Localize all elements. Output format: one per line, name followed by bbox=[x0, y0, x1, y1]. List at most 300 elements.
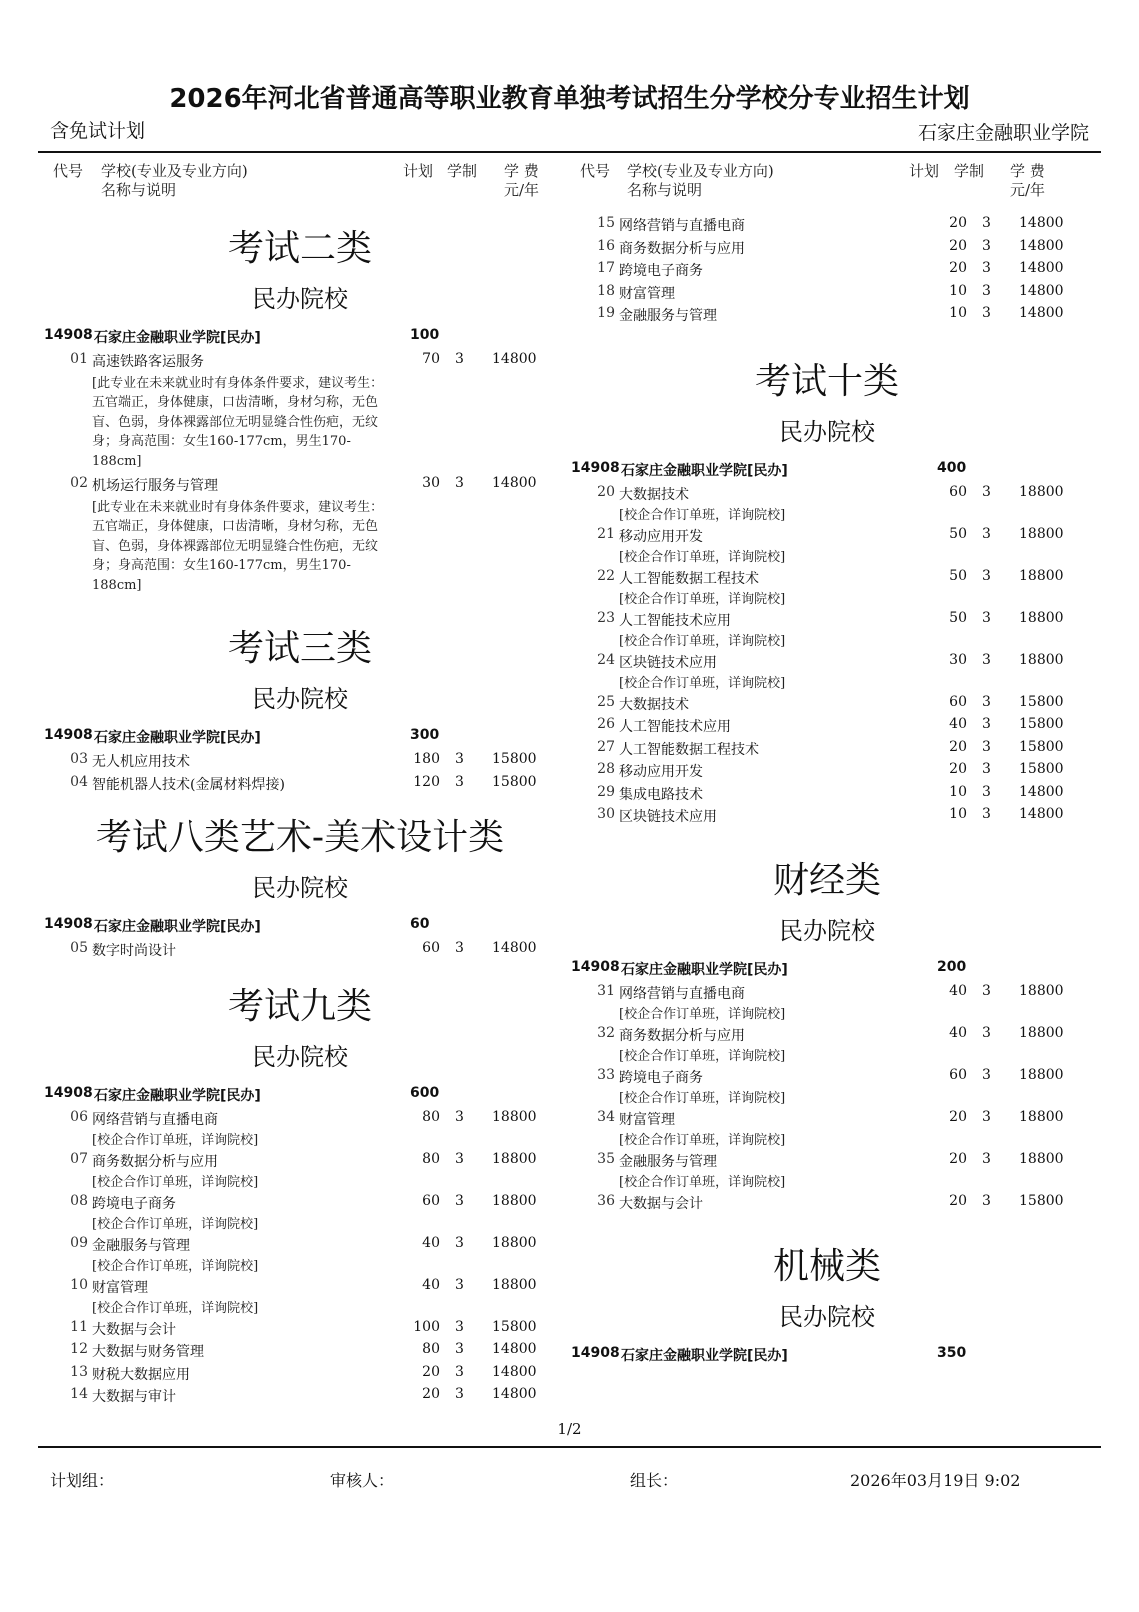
major-fee: 14800 bbox=[492, 940, 537, 956]
major-plan: 60 bbox=[949, 1066, 967, 1083]
school-plan-total: 60 bbox=[410, 916, 430, 932]
leader-label: 组长： bbox=[630, 1471, 679, 1490]
major-note: [校企合作订单班，详询院校] bbox=[619, 550, 786, 565]
header-code: 代号 bbox=[580, 162, 611, 180]
header-plan: 计划 bbox=[403, 162, 434, 180]
major-fee: 14800 bbox=[1019, 237, 1064, 254]
major-plan: 40 bbox=[949, 716, 967, 732]
major-name: 人工智能技术应用 bbox=[619, 719, 731, 735]
school-name: 石家庄金融职业学院[民办] bbox=[621, 1348, 788, 1364]
header-school-desc: 名称与说明 bbox=[101, 181, 177, 199]
major-code: 12 bbox=[70, 1341, 88, 1357]
major-code: 27 bbox=[597, 738, 615, 755]
school-plan-total: 100 bbox=[410, 327, 440, 343]
school-type-heading: 民办院校 bbox=[252, 685, 348, 713]
major-fee: 15800 bbox=[1019, 761, 1064, 777]
major-code: 01 bbox=[70, 351, 88, 367]
major-code: 15 bbox=[597, 215, 615, 231]
major-plan: 10 bbox=[949, 305, 967, 321]
school-name: 石家庄金融职业学院[民办] bbox=[621, 462, 788, 479]
major-years: 3 bbox=[455, 1341, 464, 1357]
major-code: 09 bbox=[70, 1234, 88, 1251]
major-code: 10 bbox=[70, 1276, 88, 1293]
major-name: 区块链技术应用 bbox=[619, 809, 717, 825]
major-row bbox=[557, 1151, 1097, 1174]
school-plan-total: 600 bbox=[410, 1084, 440, 1101]
major-fee: 18800 bbox=[1019, 1066, 1064, 1083]
major-years: 3 bbox=[982, 1108, 991, 1125]
major-row bbox=[557, 260, 1097, 283]
major-row bbox=[557, 238, 1097, 261]
major-plan: 120 bbox=[413, 773, 440, 790]
major-fee: 18800 bbox=[1019, 609, 1064, 626]
major-fee: 18800 bbox=[492, 1150, 537, 1167]
school-row bbox=[30, 916, 570, 940]
major-code: 29 bbox=[597, 783, 615, 800]
major-code: 17 bbox=[597, 260, 615, 276]
footer-rule bbox=[38, 1446, 1101, 1448]
category-heading: 财经类 bbox=[772, 859, 881, 901]
left-column bbox=[30, 215, 570, 1409]
header-fee: 学 费 bbox=[504, 162, 539, 180]
major-row bbox=[30, 751, 570, 774]
major-fee: 15800 bbox=[492, 751, 537, 767]
major-plan: 80 bbox=[422, 1150, 440, 1167]
major-row bbox=[30, 1151, 570, 1174]
header-school: 学校(专业及专业方向) bbox=[627, 162, 774, 180]
major-plan: 50 bbox=[949, 609, 967, 626]
major-years: 3 bbox=[455, 773, 464, 790]
major-plan: 40 bbox=[422, 1234, 440, 1251]
major-row bbox=[30, 1341, 570, 1364]
major-fee: 18800 bbox=[492, 1276, 537, 1293]
major-plan: 80 bbox=[422, 1108, 440, 1125]
major-row bbox=[30, 1386, 570, 1409]
page-title: 2026年河北省普通高等职业教育单独考试招生分学校分专业招生计划 bbox=[169, 84, 970, 114]
major-code: 14 bbox=[70, 1386, 88, 1402]
major-years: 3 bbox=[455, 1363, 464, 1380]
major-row bbox=[557, 215, 1097, 238]
school-row bbox=[30, 327, 570, 351]
major-name: 跨境电子商务 bbox=[619, 263, 703, 279]
major-years: 3 bbox=[982, 1066, 991, 1083]
header-school: 学校(专业及专业方向) bbox=[101, 162, 248, 180]
reviewer-label: 审核人： bbox=[330, 1471, 395, 1490]
major-fee: 18800 bbox=[1019, 525, 1064, 542]
major-plan: 10 bbox=[949, 282, 967, 299]
major-fee: 18800 bbox=[492, 1234, 537, 1251]
major-code: 03 bbox=[70, 751, 88, 767]
major-row bbox=[30, 1364, 570, 1387]
major-years: 3 bbox=[982, 567, 991, 584]
major-years: 3 bbox=[982, 806, 991, 822]
major-plan: 60 bbox=[422, 940, 440, 956]
major-note: [校企合作订单班，详询院校] bbox=[92, 1301, 259, 1316]
major-code: 34 bbox=[597, 1108, 615, 1125]
planning-group-label: 计划组： bbox=[50, 1471, 115, 1490]
category-heading: 考试八类艺术-美术设计类 bbox=[95, 817, 505, 858]
major-plan: 20 bbox=[422, 1363, 440, 1380]
major-code: 23 bbox=[597, 609, 615, 626]
major-name: 财富管理 bbox=[619, 1111, 675, 1128]
school-row bbox=[30, 1085, 570, 1109]
major-note: [校企合作订单班，详询院校] bbox=[92, 1175, 259, 1190]
major-name: 金融服务与管理 bbox=[619, 1153, 717, 1170]
major-years: 3 bbox=[982, 282, 991, 299]
major-row bbox=[557, 305, 1097, 328]
major-row bbox=[557, 652, 1097, 675]
major-years: 3 bbox=[455, 1192, 464, 1209]
major-years: 3 bbox=[982, 982, 991, 999]
major-plan: 20 bbox=[422, 1386, 440, 1402]
major-code: 21 bbox=[597, 525, 615, 542]
major-fee: 15800 bbox=[492, 773, 537, 790]
major-row bbox=[557, 1067, 1097, 1090]
major-code: 18 bbox=[597, 282, 615, 299]
major-note: [校企合作订单班，详询院校] bbox=[619, 592, 786, 607]
major-name: 移动应用开发 bbox=[619, 764, 703, 780]
major-name: 财富管理 bbox=[92, 1279, 148, 1296]
header-plan: 计划 bbox=[909, 162, 940, 180]
major-name: 商务数据分析与应用 bbox=[619, 1027, 745, 1044]
major-plan: 20 bbox=[949, 761, 967, 777]
major-note: [校企合作订单班，详询院校] bbox=[92, 1259, 259, 1274]
major-name: 人工智能数据工程技术 bbox=[619, 570, 759, 587]
major-fee: 18800 bbox=[1019, 651, 1064, 668]
major-row bbox=[557, 610, 1097, 633]
school-code: 14908 bbox=[44, 916, 93, 932]
school-row bbox=[557, 959, 1097, 983]
major-years: 3 bbox=[982, 305, 991, 321]
major-years: 3 bbox=[455, 1234, 464, 1251]
major-code: 07 bbox=[70, 1150, 88, 1167]
major-code: 19 bbox=[597, 305, 615, 321]
major-plan: 20 bbox=[949, 237, 967, 254]
header-code: 代号 bbox=[53, 162, 84, 180]
school-plan-total: 350 bbox=[937, 1345, 967, 1361]
major-years: 3 bbox=[455, 351, 464, 367]
major-years: 3 bbox=[982, 260, 991, 276]
major-years: 3 bbox=[982, 609, 991, 626]
major-note: [校企合作订单班，详询院校] bbox=[619, 1007, 786, 1022]
major-plan: 60 bbox=[422, 1192, 440, 1209]
major-name: 网络营销与直播电商 bbox=[619, 985, 745, 1002]
major-row bbox=[557, 784, 1097, 807]
major-years: 3 bbox=[455, 1386, 464, 1402]
major-plan: 180 bbox=[413, 751, 440, 767]
major-code: 31 bbox=[597, 982, 615, 999]
major-fee: 18800 bbox=[492, 1192, 537, 1209]
major-plan: 60 bbox=[949, 693, 967, 710]
major-code: 36 bbox=[597, 1192, 615, 1209]
major-fee: 18800 bbox=[1019, 982, 1064, 999]
major-name: 大数据技术 bbox=[619, 696, 689, 713]
major-years: 3 bbox=[455, 1276, 464, 1293]
major-name: 无人机应用技术 bbox=[92, 754, 190, 770]
header-fee-unit: 元/年 bbox=[1010, 181, 1046, 199]
major-fee: 14800 bbox=[1019, 305, 1064, 321]
major-plan: 80 bbox=[422, 1341, 440, 1357]
major-name: 大数据技术 bbox=[619, 486, 689, 503]
major-name: 商务数据分析与应用 bbox=[92, 1153, 218, 1170]
major-years: 3 bbox=[982, 215, 991, 231]
major-plan: 20 bbox=[949, 1192, 967, 1209]
category-heading: 考试十类 bbox=[754, 360, 899, 402]
major-row bbox=[557, 739, 1097, 762]
major-row bbox=[557, 1109, 1097, 1132]
major-name: 财富管理 bbox=[619, 285, 675, 302]
major-fee: 15800 bbox=[492, 1318, 537, 1335]
major-code: 28 bbox=[597, 761, 615, 777]
header-years: 学制 bbox=[954, 162, 985, 180]
major-name: 金融服务与管理 bbox=[619, 308, 717, 324]
major-row bbox=[557, 761, 1097, 784]
major-code: 02 bbox=[70, 475, 88, 491]
category-heading: 考试二类 bbox=[227, 228, 372, 269]
major-plan: 10 bbox=[949, 806, 967, 822]
page-number: 1/2 bbox=[557, 1420, 582, 1438]
major-code: 33 bbox=[597, 1066, 615, 1083]
major-plan: 10 bbox=[949, 783, 967, 800]
major-name: 人工智能技术应用 bbox=[619, 612, 731, 629]
header-fee: 学 费 bbox=[1010, 162, 1045, 180]
school-row bbox=[557, 1345, 1097, 1369]
major-fee: 14800 bbox=[1019, 783, 1064, 800]
school-type-heading: 民办院校 bbox=[779, 417, 875, 446]
major-name: 金融服务与管理 bbox=[92, 1237, 190, 1254]
major-fee: 18800 bbox=[1019, 483, 1064, 500]
major-row bbox=[30, 1109, 570, 1132]
major-plan: 70 bbox=[422, 351, 440, 367]
major-name: 网络营销与直播电商 bbox=[619, 218, 745, 234]
major-years: 3 bbox=[982, 483, 991, 500]
major-plan: 40 bbox=[949, 982, 967, 999]
major-row bbox=[557, 484, 1097, 507]
major-plan: 30 bbox=[949, 651, 967, 668]
major-plan: 60 bbox=[949, 483, 967, 500]
major-note: [校企合作订单班，详询院校] bbox=[92, 1133, 259, 1148]
major-name: 机场运行服务与管理 bbox=[92, 478, 218, 494]
major-plan: 20 bbox=[949, 738, 967, 755]
school-heading: 石家庄金融职业学院 bbox=[917, 122, 1089, 144]
major-note: [校企合作订单班，详询院校] bbox=[619, 1091, 786, 1106]
major-name: 财税大数据应用 bbox=[92, 1366, 190, 1383]
header-school-desc: 名称与说明 bbox=[627, 181, 703, 199]
major-plan: 20 bbox=[949, 1150, 967, 1167]
major-note: [校企合作订单班，详询院校] bbox=[619, 634, 786, 649]
header-rule bbox=[38, 151, 1101, 153]
major-years: 3 bbox=[455, 751, 464, 767]
major-code: 24 bbox=[597, 651, 615, 668]
major-code: 13 bbox=[70, 1363, 88, 1380]
major-name: 大数据与会计 bbox=[619, 1195, 703, 1212]
print-datetime: 2026年03月19日 9:02 bbox=[850, 1471, 1021, 1490]
major-code: 25 bbox=[597, 693, 615, 710]
major-plan: 30 bbox=[422, 475, 440, 491]
major-fee: 18800 bbox=[1019, 1024, 1064, 1041]
major-years: 3 bbox=[982, 761, 991, 777]
school-type-heading: 民办院校 bbox=[252, 1042, 348, 1071]
major-name: 数字时尚设计 bbox=[92, 943, 176, 959]
major-years: 3 bbox=[455, 940, 464, 956]
major-code: 05 bbox=[70, 940, 88, 956]
major-name: 大数据与会计 bbox=[92, 1321, 176, 1338]
major-note: [此专业在未来就业时有身体条件要求，建议考生：五官端正，身体健康，口齿清晰，身材匀称，无色盲、色弱，身体裸露部位无明显缝合性伤疤，无纹身；身高范围：女生160-177cm，男生170-188cm] bbox=[92, 499, 384, 593]
major-fee: 14800 bbox=[1019, 260, 1064, 276]
major-row bbox=[557, 1025, 1097, 1048]
major-years: 3 bbox=[455, 1318, 464, 1335]
major-code: 20 bbox=[597, 483, 615, 500]
major-years: 3 bbox=[455, 1150, 464, 1167]
major-fee: 18800 bbox=[1019, 567, 1064, 584]
major-code: 35 bbox=[597, 1150, 615, 1167]
major-note: [校企合作订单班，详询院校] bbox=[619, 676, 786, 691]
major-name: 网络营销与直播电商 bbox=[92, 1111, 218, 1128]
header-fee-unit: 元/年 bbox=[504, 181, 540, 199]
school-plan-total: 400 bbox=[937, 459, 967, 476]
major-plan: 100 bbox=[413, 1318, 440, 1335]
major-years: 3 bbox=[982, 1024, 991, 1041]
major-name: 大数据与财务管理 bbox=[92, 1344, 204, 1360]
major-fee: 18800 bbox=[492, 1108, 537, 1125]
school-name: 石家庄金融职业学院[民办] bbox=[94, 1087, 261, 1104]
major-plan: 20 bbox=[949, 215, 967, 231]
major-fee: 14800 bbox=[492, 351, 537, 367]
school-code: 14908 bbox=[44, 727, 93, 743]
major-name: 高速铁路客运服务 bbox=[92, 354, 204, 370]
major-years: 3 bbox=[982, 1192, 991, 1209]
major-row bbox=[30, 1193, 570, 1216]
major-years: 3 bbox=[982, 1150, 991, 1167]
major-fee: 14800 bbox=[492, 1386, 537, 1402]
school-name: 石家庄金融职业学院[民办] bbox=[621, 961, 788, 978]
major-note: [校企合作订单班，详询院校] bbox=[619, 1049, 786, 1064]
major-name: 商务数据分析与应用 bbox=[619, 240, 745, 257]
right-column bbox=[557, 215, 1097, 1369]
major-note: [校企合作订单班，详询院校] bbox=[92, 1217, 259, 1232]
major-plan: 40 bbox=[949, 1024, 967, 1041]
school-code: 14908 bbox=[44, 327, 93, 343]
major-name: 区块链技术应用 bbox=[619, 654, 717, 671]
major-years: 3 bbox=[982, 783, 991, 800]
major-code: 22 bbox=[597, 567, 615, 584]
major-code: 30 bbox=[597, 806, 615, 822]
major-row bbox=[557, 568, 1097, 591]
school-code: 14908 bbox=[571, 958, 620, 975]
major-row bbox=[30, 475, 570, 498]
category-heading: 考试九类 bbox=[227, 985, 372, 1027]
major-row bbox=[557, 694, 1097, 717]
school-row bbox=[30, 727, 570, 751]
major-row bbox=[30, 774, 570, 797]
major-plan: 50 bbox=[949, 525, 967, 542]
major-fee: 14800 bbox=[1019, 215, 1064, 231]
major-note: [校企合作订单班，详询院校] bbox=[619, 1133, 786, 1148]
school-name: 石家庄金融职业学院[民办] bbox=[94, 919, 261, 935]
major-row bbox=[30, 351, 570, 374]
header-years: 学制 bbox=[447, 162, 478, 180]
school-plan-total: 200 bbox=[937, 958, 967, 975]
major-years: 3 bbox=[455, 1108, 464, 1125]
major-plan: 20 bbox=[949, 1108, 967, 1125]
major-row bbox=[557, 283, 1097, 306]
school-name: 石家庄金融职业学院[民办] bbox=[94, 730, 261, 746]
major-fee: 15800 bbox=[1019, 738, 1064, 755]
major-code: 32 bbox=[597, 1024, 615, 1041]
major-plan: 40 bbox=[422, 1276, 440, 1293]
category-heading: 机械类 bbox=[772, 1246, 881, 1287]
major-code: 16 bbox=[597, 237, 615, 254]
major-years: 3 bbox=[982, 525, 991, 542]
major-row bbox=[557, 1193, 1097, 1216]
major-name: 跨境电子商务 bbox=[92, 1195, 176, 1212]
major-code: 04 bbox=[70, 773, 88, 790]
major-code: 11 bbox=[70, 1318, 88, 1335]
major-code: 06 bbox=[70, 1108, 88, 1125]
major-row bbox=[30, 1277, 570, 1300]
major-row bbox=[30, 940, 570, 963]
school-code: 14908 bbox=[571, 1345, 620, 1361]
school-type-heading: 民办院校 bbox=[779, 1303, 875, 1331]
major-note: [校企合作订单班，详询院校] bbox=[619, 508, 786, 523]
major-fee: 14800 bbox=[1019, 806, 1064, 822]
major-fee: 15800 bbox=[1019, 716, 1064, 732]
school-code: 14908 bbox=[44, 1084, 93, 1101]
major-name: 人工智能数据工程技术 bbox=[619, 741, 759, 758]
plan-scope-label: 含免试计划 bbox=[50, 120, 146, 142]
school-name: 石家庄金融职业学院[民办] bbox=[94, 330, 261, 346]
major-row bbox=[557, 806, 1097, 829]
major-fee: 14800 bbox=[492, 475, 537, 491]
school-plan-total: 300 bbox=[410, 727, 440, 743]
major-row bbox=[30, 1319, 570, 1342]
major-years: 3 bbox=[982, 693, 991, 710]
major-years: 3 bbox=[982, 738, 991, 755]
major-fee: 14800 bbox=[492, 1363, 537, 1380]
major-fee: 18800 bbox=[1019, 1108, 1064, 1125]
major-name: 大数据与审计 bbox=[92, 1389, 176, 1405]
major-row bbox=[557, 983, 1097, 1006]
major-note: [此专业在未来就业时有身体条件要求，建议考生：五官端正，身体健康，口齿清晰，身材匀称，无色盲、色弱，身体裸露部位无明显缝合性伤疤，无纹身；身高范围：女生160-177cm，男生170-188cm] bbox=[92, 375, 384, 469]
major-fee: 18800 bbox=[1019, 1150, 1064, 1167]
major-plan: 20 bbox=[949, 260, 967, 276]
major-name: 跨境电子商务 bbox=[619, 1069, 703, 1086]
school-code: 14908 bbox=[571, 459, 620, 476]
school-type-heading: 民办院校 bbox=[252, 285, 348, 313]
major-row bbox=[557, 716, 1097, 739]
major-row bbox=[557, 526, 1097, 549]
major-name: 集成电路技术 bbox=[619, 786, 703, 803]
school-row bbox=[557, 460, 1097, 484]
major-row bbox=[30, 1235, 570, 1258]
major-fee: 15800 bbox=[1019, 1192, 1064, 1209]
major-code: 08 bbox=[70, 1192, 88, 1209]
major-fee: 14800 bbox=[492, 1341, 537, 1357]
major-years: 3 bbox=[982, 651, 991, 668]
school-type-heading: 民办院校 bbox=[252, 874, 348, 902]
school-type-heading: 民办院校 bbox=[779, 916, 875, 945]
major-name: 智能机器人技术(金属材料焊接) bbox=[92, 776, 285, 793]
major-note: [校企合作订单班，详询院校] bbox=[619, 1175, 786, 1190]
major-name: 移动应用开发 bbox=[619, 528, 703, 545]
major-fee: 14800 bbox=[1019, 282, 1064, 299]
category-heading: 考试三类 bbox=[227, 628, 372, 669]
major-plan: 50 bbox=[949, 567, 967, 584]
major-code: 26 bbox=[597, 716, 615, 732]
major-years: 3 bbox=[982, 716, 991, 732]
major-years: 3 bbox=[982, 237, 991, 254]
major-fee: 15800 bbox=[1019, 693, 1064, 710]
